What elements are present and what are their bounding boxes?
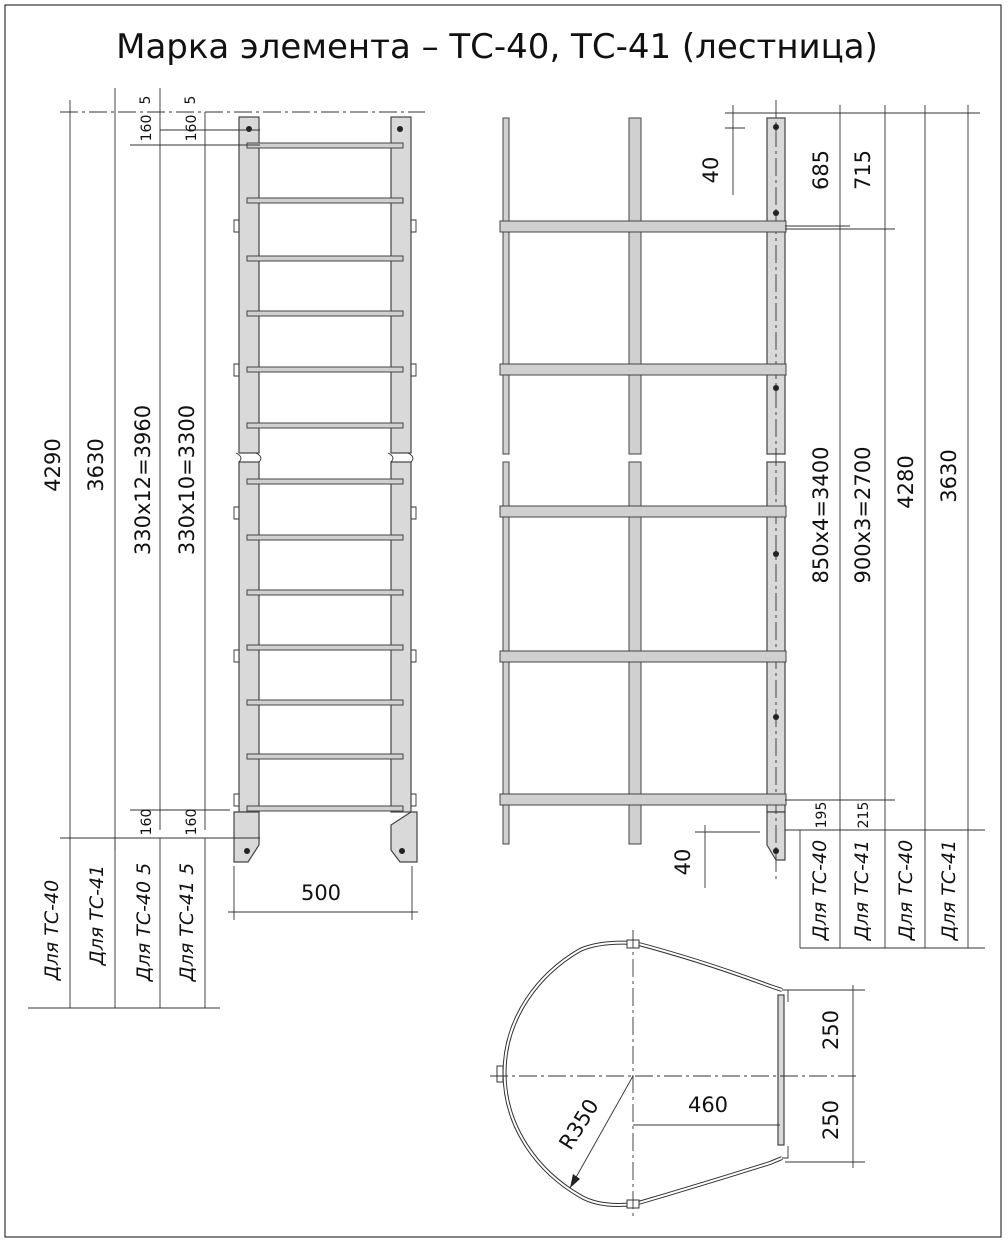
note-for-tc40-5: Для ТС-40 5 <box>133 862 155 982</box>
left-break-mark <box>236 453 261 462</box>
dim-offset-top-left: 160 <box>139 114 155 142</box>
dim-top-tc40: 685 <box>809 149 833 191</box>
rung <box>247 700 403 705</box>
dim-offset-bottom-left: 160 <box>139 808 155 836</box>
rung <box>247 806 403 811</box>
hoop-strip <box>629 118 641 454</box>
rung <box>247 590 403 595</box>
dim-hoop-pitch-tc40: 850x4=3400 <box>809 446 833 584</box>
hoop-stringer-section <box>778 995 784 1145</box>
dim-width: 500 <box>300 881 342 905</box>
bolt-marker <box>399 848 405 854</box>
bolt-marker <box>246 126 252 132</box>
dim-offset-top-right: 160 <box>184 114 200 142</box>
rung <box>247 256 403 261</box>
left-stringer <box>234 117 259 862</box>
hoop-outline <box>505 943 782 1205</box>
note-for-tc41-5: Для ТС-41 5 <box>176 862 198 982</box>
hoop-strip <box>503 118 509 454</box>
hoop <box>500 794 786 805</box>
dim-half-width-top: 250 <box>819 1009 843 1051</box>
dim-top-tc41: 715 <box>851 149 875 191</box>
hoop <box>500 221 786 232</box>
bolt-marker <box>397 126 403 132</box>
front-view <box>28 88 425 1008</box>
dim-bottom-tc40: 195 <box>814 801 830 829</box>
dim-half-width-bottom: 250 <box>819 1099 843 1141</box>
bolt-marker <box>244 848 250 854</box>
dim-rung-pitch-tc40: 330x12=3960 <box>131 404 155 556</box>
note-side-for-tc41-b: Для ТС-41 <box>938 839 960 941</box>
rung <box>247 535 403 540</box>
rung <box>247 311 403 316</box>
rung <box>247 143 403 148</box>
hoop <box>500 651 786 662</box>
right-stringer <box>391 117 417 862</box>
dim-top-right: 5 <box>183 95 199 105</box>
right-break-mark <box>388 453 413 462</box>
rung <box>247 645 403 650</box>
dim-rung-pitch-tc41: 330x10=3300 <box>175 404 199 556</box>
note-for-tc41: Для ТС-41 <box>86 864 108 966</box>
dim-gap-bottom: 40 <box>671 848 695 876</box>
drawing-title: Марка элемента – ТС-40, ТС-41 (лестница) <box>116 27 878 67</box>
dim-hoop-pitch-tc41: 900x3=2700 <box>851 446 875 584</box>
rung <box>247 754 403 759</box>
note-for-tc40: Для ТС-40 <box>41 879 63 981</box>
hoop-plan-view <box>490 930 865 1220</box>
rung <box>247 423 403 428</box>
side-view <box>500 100 985 948</box>
dim-overall-height: 4290 <box>41 438 65 492</box>
rung <box>247 367 403 372</box>
note-side-for-tc40-b: Для ТС-40 <box>895 839 917 941</box>
hoop <box>500 364 786 375</box>
note-side-for-tc40-a: Для ТС-40 <box>809 839 831 941</box>
rung <box>247 479 403 484</box>
dim-height-tc41: 3630 <box>84 438 108 492</box>
note-side-for-tc41-a: Для ТС-41 <box>851 839 873 941</box>
dim-total-tc40: 4280 <box>894 455 918 509</box>
dim-total-tc41: 3630 <box>937 449 961 503</box>
dim-gap-top: 40 <box>699 156 723 184</box>
dim-radius: R350 <box>554 1094 604 1154</box>
dim-bottom-tc41: 215 <box>856 801 872 829</box>
hoop <box>500 506 786 517</box>
rungs <box>247 143 403 811</box>
dim-hoop-depth: 460 <box>687 1093 729 1117</box>
dim-offset-bottom-right: 160 <box>184 808 200 836</box>
dim-top-left: 5 <box>138 95 154 105</box>
rung <box>247 198 403 203</box>
hoop-brackets-front <box>234 220 416 806</box>
